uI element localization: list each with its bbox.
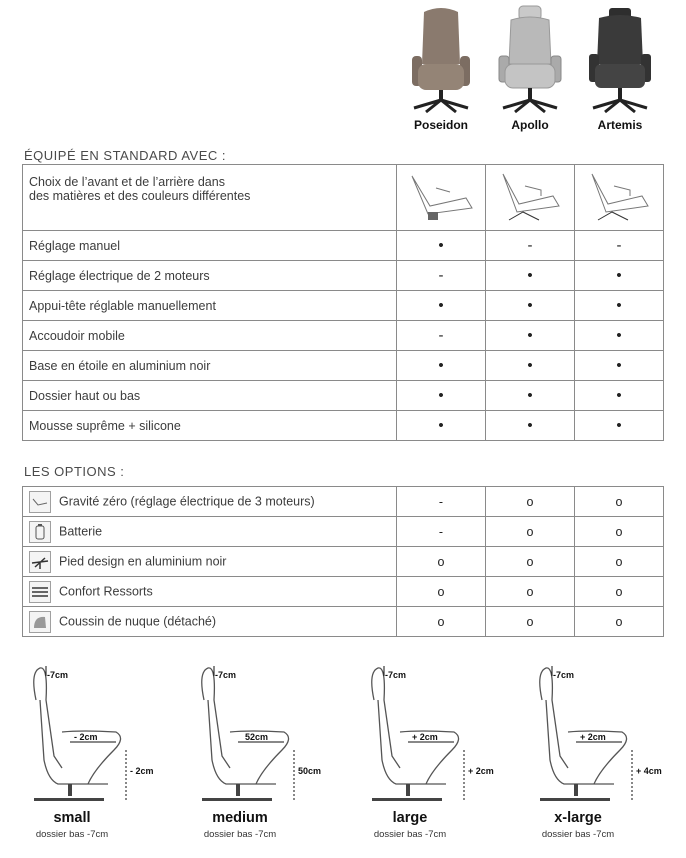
cell-value: •	[486, 351, 575, 381]
headrest-dimension: -7cm	[385, 670, 407, 680]
cell-value: •	[486, 411, 575, 441]
table-row	[23, 381, 664, 411]
cell-value: o	[575, 577, 664, 607]
size-name: large	[392, 810, 428, 826]
size-name: small	[53, 810, 91, 826]
model-name: Poseidon	[413, 118, 468, 132]
cell-value: •	[575, 321, 664, 351]
standard-table	[22, 164, 664, 441]
artemis-chair-image	[585, 4, 655, 114]
row-label: Dossier haut ou bas	[23, 381, 397, 411]
cell-value: o	[575, 517, 664, 547]
size-name: medium	[212, 810, 268, 826]
cell-value: o	[575, 607, 664, 637]
headrest-dimension: -7cm	[47, 670, 69, 680]
model-apollo	[490, 4, 570, 132]
size-note: dossier bas -7cm	[541, 829, 615, 840]
row-label: Base en étoile en aluminium noir	[23, 351, 397, 381]
cell-value: -	[486, 231, 575, 261]
cell-value: o	[486, 607, 575, 637]
table-row	[23, 165, 664, 231]
options-title: LES OPTIONS :	[24, 464, 125, 479]
cell-value: •	[486, 261, 575, 291]
seat-dimension: - 2cm	[74, 732, 98, 742]
recline-chair-image	[495, 168, 565, 224]
headrest-dimension: -7cm	[553, 670, 575, 680]
cell-value: o	[397, 577, 486, 607]
battery-icon	[29, 521, 51, 543]
table-row	[23, 517, 664, 547]
cell-value: o	[486, 487, 575, 517]
size-medium	[190, 660, 340, 850]
table-row	[23, 321, 664, 351]
cell-value: o	[486, 577, 575, 607]
row-label: Batterie	[59, 523, 103, 538]
row-label: Réglage électrique de 2 moteurs	[23, 261, 397, 291]
size-note: dossier bas -7cm	[373, 829, 447, 840]
cell-value: •	[575, 381, 664, 411]
seat-dimension: + 2cm	[412, 732, 438, 742]
star-base-icon	[29, 551, 51, 573]
row-label: Appui-tête réglable manuellement	[23, 291, 397, 321]
table-row	[23, 231, 664, 261]
model-artemis	[580, 4, 660, 132]
springs-icon	[29, 581, 51, 603]
table-row	[23, 607, 664, 637]
row-label: Coussin de nuque (détaché)	[59, 613, 217, 628]
cell-value: -	[397, 517, 486, 547]
size-x-large	[528, 660, 678, 850]
row-label: Choix de l’avant et de l’arrière dans des matières et des couleurs différentes	[23, 165, 397, 231]
neck-cushion-icon	[29, 611, 51, 633]
cell-value: •	[575, 261, 664, 291]
table-row	[23, 351, 664, 381]
height-dimension: + 2cm	[468, 766, 494, 776]
row-label: Réglage manuel	[23, 231, 397, 261]
model-name: Apollo	[511, 118, 549, 132]
height-dimension: 50cm	[298, 766, 322, 776]
cell-value: o	[397, 547, 486, 577]
cell-value: •	[575, 291, 664, 321]
recline-illustration	[575, 165, 664, 231]
cell-value: •	[575, 411, 664, 441]
cell-value: •	[486, 321, 575, 351]
poseidon-chair-image	[406, 4, 476, 114]
apollo-chair-image	[495, 4, 565, 114]
cell-value: •	[397, 381, 486, 411]
size-small	[22, 660, 172, 850]
size-note: dossier bas -7cm	[35, 829, 109, 840]
recline-illustration	[397, 165, 486, 231]
row-label: Pied design en aluminium noir	[59, 553, 227, 568]
options-table	[22, 486, 664, 637]
cell-value: o	[486, 547, 575, 577]
cell-value: -	[575, 231, 664, 261]
table-row	[23, 547, 664, 577]
cell-value: •	[397, 411, 486, 441]
table-row	[23, 411, 664, 441]
cell-value: o	[575, 547, 664, 577]
seat-dimension: 52cm	[245, 732, 269, 742]
row-label: Accoudoir mobile	[23, 321, 397, 351]
cell-value: •	[397, 291, 486, 321]
table-row	[23, 577, 664, 607]
cell-value: o	[575, 487, 664, 517]
table-row	[23, 487, 664, 517]
row-label: Gravité zéro (réglage électrique de 3 moteurs)	[59, 493, 315, 508]
row-label: Mousse suprême + silicone	[23, 411, 397, 441]
model-name: Artemis	[597, 118, 643, 132]
standard-title: ÉQUIPÉ EN STANDARD AVEC :	[24, 148, 227, 163]
cell-value: •	[486, 291, 575, 321]
seat-dimension: + 2cm	[580, 732, 606, 742]
model-poseidon	[401, 4, 481, 132]
table-row	[23, 291, 664, 321]
cell-value: •	[575, 351, 664, 381]
recline-icon	[29, 491, 51, 513]
headrest-dimension: -7cm	[215, 670, 237, 680]
cell-value: •	[397, 351, 486, 381]
cell-value: •	[397, 231, 486, 261]
recline-illustration	[486, 165, 575, 231]
cell-value: -	[397, 261, 486, 291]
height-dimension: + 4cm	[636, 766, 662, 776]
cell-value: -	[397, 487, 486, 517]
size-name: x-large	[554, 810, 602, 826]
cell-value: •	[486, 381, 575, 411]
cell-value: o	[397, 607, 486, 637]
size-large	[360, 660, 510, 850]
cell-value: o	[486, 517, 575, 547]
table-row	[23, 261, 664, 291]
cell-value: -	[397, 321, 486, 351]
recline-chair-image	[584, 168, 654, 224]
row-label: Confort Ressorts	[59, 583, 153, 598]
recline-chair-image	[406, 168, 476, 224]
size-note: dossier bas -7cm	[203, 829, 277, 840]
height-dimension: - 2cm	[130, 766, 154, 776]
